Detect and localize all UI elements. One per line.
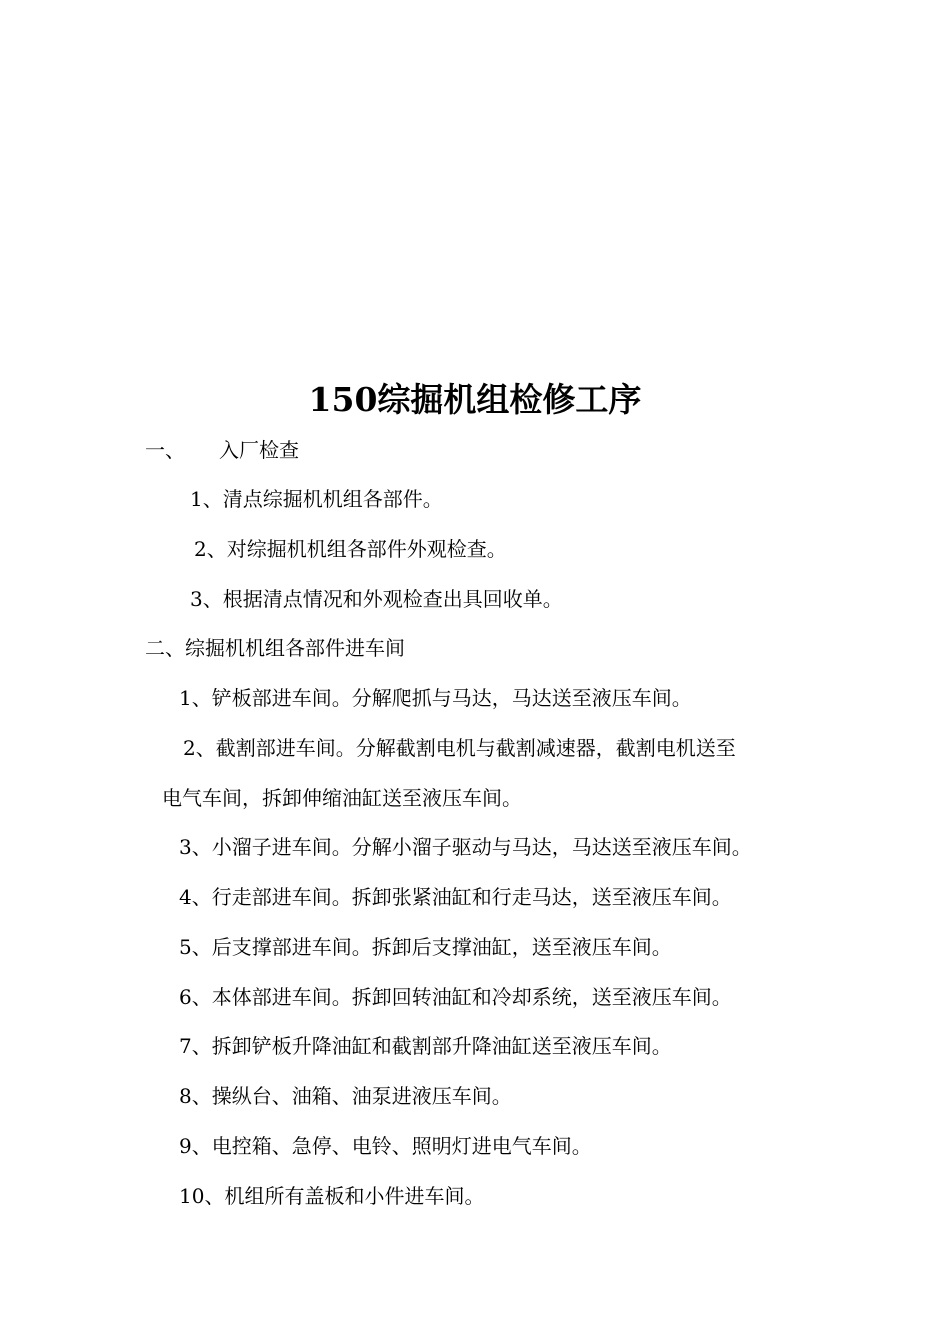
section-2-item: 3、小溜子进车间。分解小溜子驱动与马达，马达送至液压车间。 — [179, 835, 752, 859]
section-1-title: 入厂检查 — [219, 438, 299, 462]
section-2-item: 1、铲板部进车间。分解爬抓与马达，马达送至液压车间。 — [179, 686, 692, 710]
section-1-heading — [145, 435, 299, 465]
section-1-number: 一、 — [145, 438, 185, 462]
section-2-item: 10、机组所有盖板和小件进车间。 — [179, 1184, 485, 1208]
section-2-item: 8、操纵台、油箱、油泵进液压车间。 — [179, 1084, 512, 1108]
section-2-item-continuation: 电气车间，拆卸伸缩油缸送至液压车间。 — [162, 786, 522, 810]
section-2-item: 7、拆卸铲板升降油缸和截割部升降油缸送至液压车间。 — [179, 1034, 672, 1058]
section-1-item: 1、清点综掘机机组各部件。 — [190, 487, 443, 511]
section-1-item: 2、对综掘机机组各部件外观检查。 — [194, 537, 507, 561]
section-2-item: 6、本体部进车间。拆卸回转油缸和冷却系统，送至液压车间。 — [179, 985, 732, 1009]
section-2-item: 4、行走部进车间。拆卸张紧油缸和行走马达，送至液压车间。 — [179, 885, 732, 909]
section-1-item: 3、根据清点情况和外观检查出具回收单。 — [190, 587, 563, 611]
section-2-item: 5、后支撑部进车间。拆卸后支撑油缸，送至液压车间。 — [179, 935, 672, 959]
section-2-heading: 二、综掘机机组各部件进车间 — [145, 636, 405, 660]
section-2-item: 9、电控箱、急停、电铃、照明灯进电气车间。 — [179, 1134, 592, 1158]
section-2-item: 2、截割部进车间。分解截割电机与截割减速器，截割电机送至 — [183, 736, 736, 760]
document-title: 150综掘机组检修工序 — [308, 380, 642, 419]
